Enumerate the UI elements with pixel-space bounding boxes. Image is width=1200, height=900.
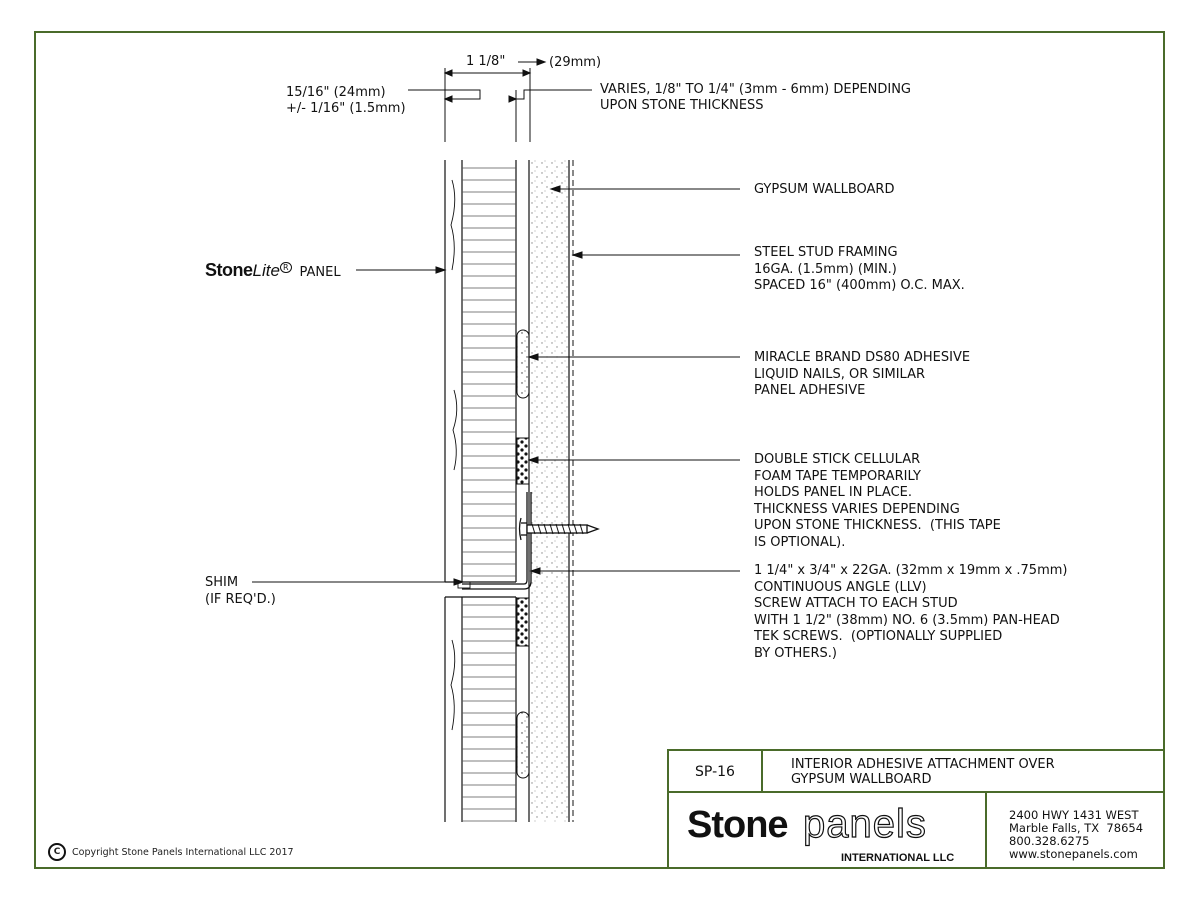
copyright-text: Copyright Stone Panels International LLC 2017 <box>72 846 294 858</box>
panel-word: PANEL <box>299 265 341 280</box>
gypsum-wallboard <box>529 160 569 822</box>
continuous-angle <box>462 492 531 589</box>
callout-foam-tape: DOUBLE STICK CELLULAR FOAM TAPE TEMPORARILY HOLDS PANEL IN PLACE. THICKNESS VARIES DEPENDING UPON STONE THICKNESS. (THIS TAPE IS OPTIONAL). <box>754 452 1001 550</box>
honeycomb-core-upper <box>462 168 516 576</box>
sheet-title: INTERIOR ADHESIVE ATTACHMENT OVER GYPSUM WALLBOARD <box>763 751 1163 793</box>
callout-gypsum: GYPSUM WALLBOARD <box>754 182 895 197</box>
top-width-metric: (29mm) <box>549 55 602 70</box>
top-dimension-lines <box>408 59 592 142</box>
phone-number: 800.328.6275 <box>1009 834 1090 848</box>
address-line: Marble Falls, TX 78654 <box>1009 821 1144 835</box>
address-line: 2400 HWY 1431 WEST <box>1009 808 1139 822</box>
stone-panel-upper <box>445 160 516 582</box>
adhesive-bead-upper <box>517 330 529 398</box>
stonelite-logo-bold: Stone <box>205 260 253 280</box>
logo-outline-text: panels <box>803 802 927 846</box>
top-width-dimension: 1 1/8" <box>466 54 506 69</box>
sheet-code: SP-16 <box>669 751 763 793</box>
copyright-icon: C <box>48 843 66 861</box>
callout-steel-stud: STEEL STUD FRAMING 16GA. (1.5mm) (MIN.) SPACED 16" (400mm) O.C. MAX. <box>754 245 965 293</box>
stonelite-panel-label <box>205 260 341 281</box>
foam-tape-lower <box>517 598 529 646</box>
foam-tape-upper <box>517 438 529 484</box>
stonepanels-logo-graphic <box>669 793 985 867</box>
gap-note-line2: UPON STONE THICKNESS <box>600 98 764 113</box>
callout-angle: 1 1/4" x 3/4" x 22GA. (32mm x 19mm x .75mm) CONTINUOUS ANGLE (LLV) SCREW ATTACH TO EACH STUD WITH 1 1/2" (38mm) NO. 6 (3.5mm) PAN-HEAD TEK SCREWS. (OPTIONALLY SUPPLIED BY OTHERS.) <box>754 563 1068 661</box>
website-url[interactable]: www.stonepanels.com <box>1009 847 1138 861</box>
honeycomb-core-lower <box>462 605 516 821</box>
company-address <box>987 793 1163 867</box>
title-block <box>667 749 1165 869</box>
adhesive-bead-lower <box>517 712 529 778</box>
stone-tolerance-dimension: +/- 1/16" (1.5mm) <box>286 101 406 116</box>
callout-shim: SHIM (IF REQ'D.) <box>205 575 276 607</box>
logo-bold-text: Stone <box>687 804 788 846</box>
stone-panel-lower <box>445 597 516 822</box>
stonelite-logo <box>205 260 292 281</box>
gap-note-line1: VARIES, 1/8" TO 1/4" (3mm - 6mm) DEPENDING <box>600 82 911 97</box>
registered-icon: R <box>280 262 292 273</box>
leader-lines <box>252 186 740 585</box>
copyright-notice <box>48 843 294 861</box>
logo-subtitle: INTERNATIONAL LLC <box>841 852 955 864</box>
callout-adhesive: MIRACLE BRAND DS80 ADHESIVE LIQUID NAILS, OR SIMILAR PANEL ADHESIVE <box>754 350 971 398</box>
stonelite-logo-light: Lite <box>252 261 280 280</box>
stone-thickness-dimension: 15/16" (24mm) <box>286 85 386 100</box>
stonepanels-logo <box>669 793 987 867</box>
